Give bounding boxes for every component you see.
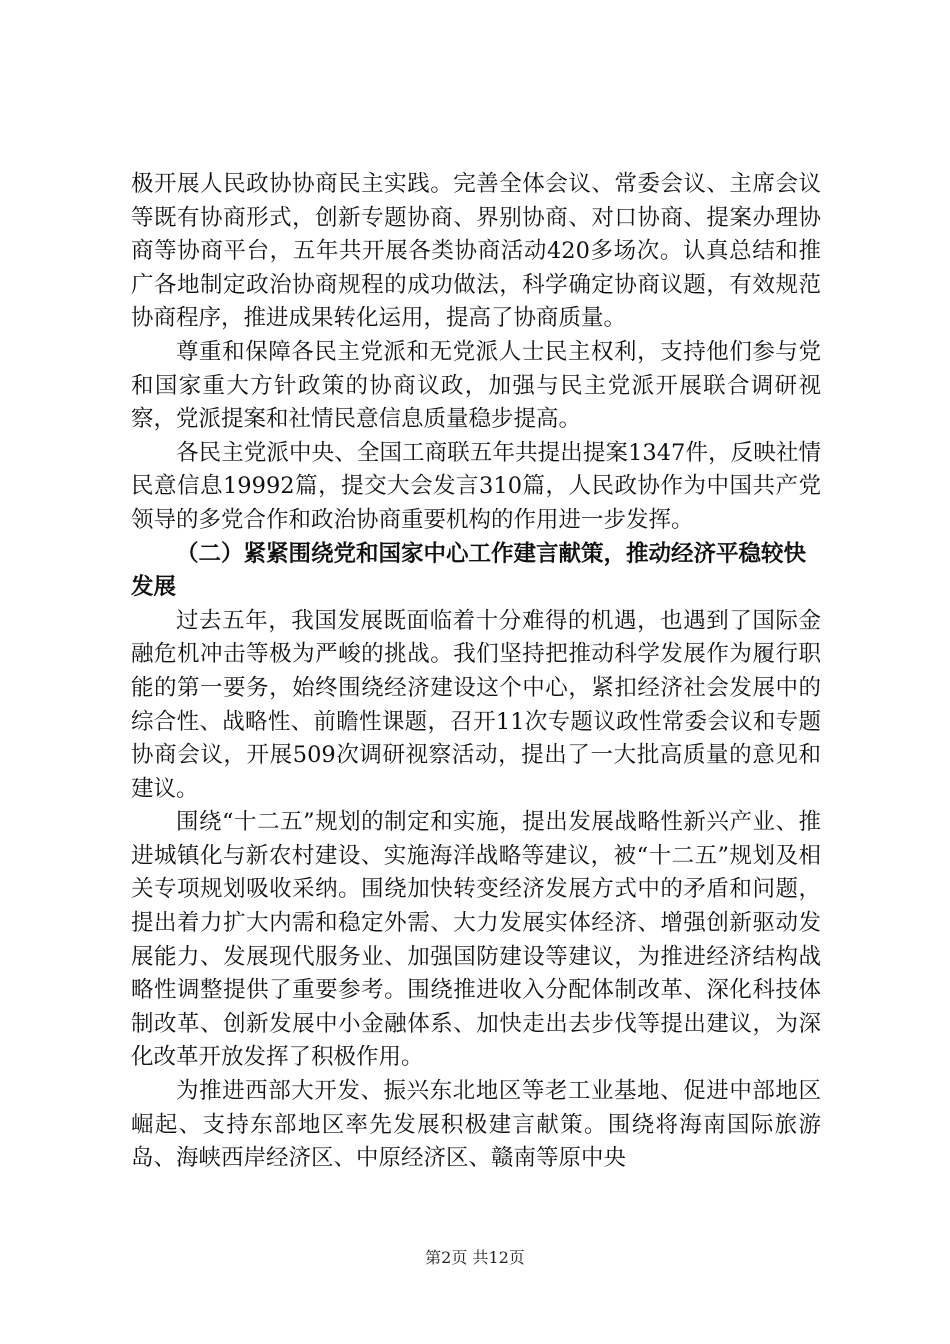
document-body (131, 168, 821, 1176)
paragraph-5: 围绕“十二五”规划的制定和实施，提出发展战略性新兴产业、推进城镇化与新农村建设、实施海洋战略等建议，被“十二五”规划及相关专项规划吸收采纳。围绕加快转变经济发展方式中的矛盾和问题，提出着力扩大内需和稳定外需、大力发展实体经济、增强创新驱动发展能力、发展现代服务业、加强国防建设等建议，为推进经济结构战略性调整提供了重要参考。围绕推进收入分配体制改革、深化科技体制改革、创新发展中小金融体系、加快走出去步伐等提出建议，为深化改革开放发挥了积极作用。 (131, 809, 821, 1071)
section-heading: （二）紧紧围绕党和国家中心工作建言献策，推动经济平稳较快发展 (131, 540, 807, 601)
paragraph-3: 各民主党派中央、全国工商联五年共提出提案1347件，反映社情民意信息19992篇，提交大会发言310篇，人民政协作为中国共产党领导的多党合作和政治协商重要机构的作用进一步发挥。 (131, 439, 821, 533)
paragraph-6: 为推进西部大开发、振兴东北地区等老工业基地、促进中部地区崛起、支持东部地区率先发展积极建言献策。围绕将海南国际旅游岛、海峡西岸经济区、中原经济区、赣南等原中央 (131, 1078, 821, 1172)
paragraph-1: 极开展人民政协协商民主实践。完善全体会议、常委会议、主席会议等既有协商形式，创新专题协商、界别协商、对口协商、提案办理协商等协商平台，五年共开展各类协商活动420多场次。认真总结和推广各地制定政治协商规程的成功做法，科学确定协商议题，有效规范协商程序，推进成果转化运用，提高了协商质量。 (131, 171, 821, 332)
paragraph-2: 尊重和保障各民主党派和无党派人士民主权利，支持他们参与党和国家重大方针政策的协商议政，加强与民主党派开展联合调研视察，党派提案和社情民意信息质量稳步提高。 (131, 338, 821, 433)
paragraph-4: 过去五年，我国发展既面临着十分难得的机遇，也遇到了国际金融危机冲击等极为严峻的挑战。我们坚持把推动科学发展作为履行职能的第一要务，始终围绕经济建设这个中心，紧扣经济社会发展中的综合性、战略性、前瞻性课题，召开11次专题议政性常委会议和专题协商会议，开展509次调研视察活动，提出了一大批高质量的意见和建议。 (131, 607, 821, 802)
page-footer: 第2页 共12页 (425, 1248, 525, 1267)
